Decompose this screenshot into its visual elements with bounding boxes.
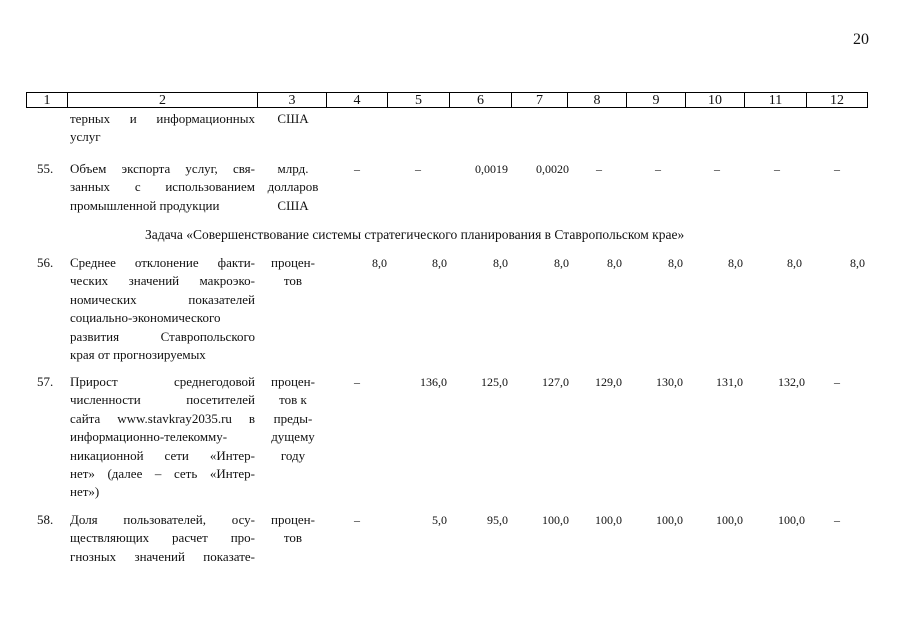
row-58-value: 5,0	[432, 513, 447, 527]
row-58-value: –	[834, 513, 840, 527]
description-line: края от прогнозируемых	[70, 346, 206, 362]
unit-line: процен-	[271, 255, 315, 270]
header-cell: 11	[744, 92, 807, 108]
description-line: Среднее отклонение факти-	[70, 255, 255, 270]
description-line: никационной сети «Интер-	[70, 447, 255, 463]
row-57-value: 125,0	[481, 375, 508, 389]
row-57-value: 130,0	[656, 375, 683, 389]
row-55-number: 55.	[37, 161, 54, 176]
unit-line: тов	[283, 530, 303, 546]
unit-line: тов к	[279, 392, 307, 408]
row-56-value: 8,0	[493, 256, 508, 270]
row-57-unit	[258, 373, 328, 465]
row-55-value: 0,0019	[475, 162, 508, 176]
description-line: развития Ставропольского	[70, 328, 255, 344]
header-cell: 12	[806, 92, 868, 108]
description-line: нет»)	[70, 484, 100, 500]
header-cell: 9	[626, 92, 686, 108]
row-56-unit	[258, 254, 328, 291]
row-58-value: 95,0	[487, 513, 508, 527]
row-56-description	[70, 254, 255, 364]
unit-line: США	[277, 197, 309, 213]
row-55-value: –	[834, 162, 840, 176]
row-58-description	[70, 511, 255, 566]
header-cell: 8	[567, 92, 627, 108]
row-56-value: 8,0	[372, 256, 387, 270]
description-line: социально-экономического	[70, 310, 221, 326]
row-55-value: –	[596, 162, 602, 176]
row-56-value: 8,0	[607, 256, 622, 270]
description-line: нет» (далее – сеть «Интер-	[70, 465, 255, 481]
description-line: сайта www.stavkray2035.ru в	[70, 410, 255, 426]
row-58-value: 100,0	[595, 513, 622, 527]
unit-line: долларов	[267, 179, 319, 195]
description-line: номических показателей	[70, 291, 255, 307]
unit-line: преды-	[273, 410, 313, 426]
row-55-value: –	[774, 162, 780, 176]
description-line: ческих значений макроэко-	[70, 273, 255, 289]
description-line: Объем экспорта услуг, свя-	[70, 161, 255, 176]
row-58-value: 100,0	[716, 513, 743, 527]
unit-line: году	[280, 447, 306, 463]
row-58-value: 100,0	[778, 513, 805, 527]
row-57-value: –	[354, 375, 360, 389]
row-56-value: 8,0	[787, 256, 802, 270]
row-56-value: 8,0	[432, 256, 447, 270]
row-57-value: 131,0	[716, 375, 743, 389]
row-56-value: 8,0	[668, 256, 683, 270]
header-cell: 4	[326, 92, 388, 108]
row-56-value: 8,0	[554, 256, 569, 270]
description-line: промышленной продукции	[70, 197, 220, 213]
row-56-number: 56.	[37, 255, 54, 270]
description-line: занных с использованием	[70, 179, 255, 195]
row-57-description	[70, 373, 255, 502]
description-line: гнозных значений показате-	[70, 548, 255, 564]
row-58-value: –	[354, 513, 360, 527]
row-continued-description	[70, 110, 255, 147]
description-line: терных и информационных	[70, 111, 255, 126]
unit-line: США	[277, 111, 309, 126]
header-cell: 7	[511, 92, 568, 108]
row-57-value: 136,0	[420, 375, 447, 389]
description-line: Доля пользователей, осу-	[70, 512, 255, 527]
header-cell: 2	[67, 92, 258, 108]
row-55-value: –	[714, 162, 720, 176]
description-line: ществляющих расчет про-	[70, 530, 255, 546]
task-heading: Задача «Совершенствование системы стратегического планирования в Ставропольском крае»	[145, 227, 685, 242]
row-57-value: –	[834, 375, 840, 389]
row-57-number: 57.	[37, 374, 54, 389]
unit-line: процен-	[271, 374, 315, 389]
unit-line: млрд.	[277, 161, 309, 176]
row-57-value: 129,0	[595, 375, 622, 389]
row-55-value: –	[415, 162, 421, 176]
row-55-description	[70, 160, 255, 215]
header-cell: 5	[387, 92, 450, 108]
row-58-value: 100,0	[542, 513, 569, 527]
description-line: численности посетителей	[70, 392, 255, 408]
page-number: 20	[853, 31, 869, 48]
row-57-value: 132,0	[778, 375, 805, 389]
unit-line: тов	[283, 273, 303, 289]
header-cell: 1	[26, 92, 68, 108]
row-55-value: 0,0020	[536, 162, 569, 176]
unit-line: дущему	[271, 429, 315, 445]
description-line: информационно-телекомму-	[70, 429, 228, 445]
description-line: услуг	[70, 129, 101, 145]
row-56-value: 8,0	[850, 256, 865, 270]
header-cell: 10	[685, 92, 745, 108]
row-continued-unit	[258, 110, 328, 128]
row-58-value: 100,0	[656, 513, 683, 527]
row-58-number: 58.	[37, 512, 54, 527]
description-line: Прирост среднегодовой	[70, 374, 255, 389]
row-55-unit	[258, 160, 328, 215]
row-55-value: –	[655, 162, 661, 176]
row-58-unit	[258, 511, 328, 548]
unit-line: процен-	[271, 512, 315, 527]
row-56-value: 8,0	[728, 256, 743, 270]
row-55-value: –	[354, 162, 360, 176]
row-57-value: 127,0	[542, 375, 569, 389]
header-cell: 6	[449, 92, 512, 108]
header-cell: 3	[257, 92, 327, 108]
